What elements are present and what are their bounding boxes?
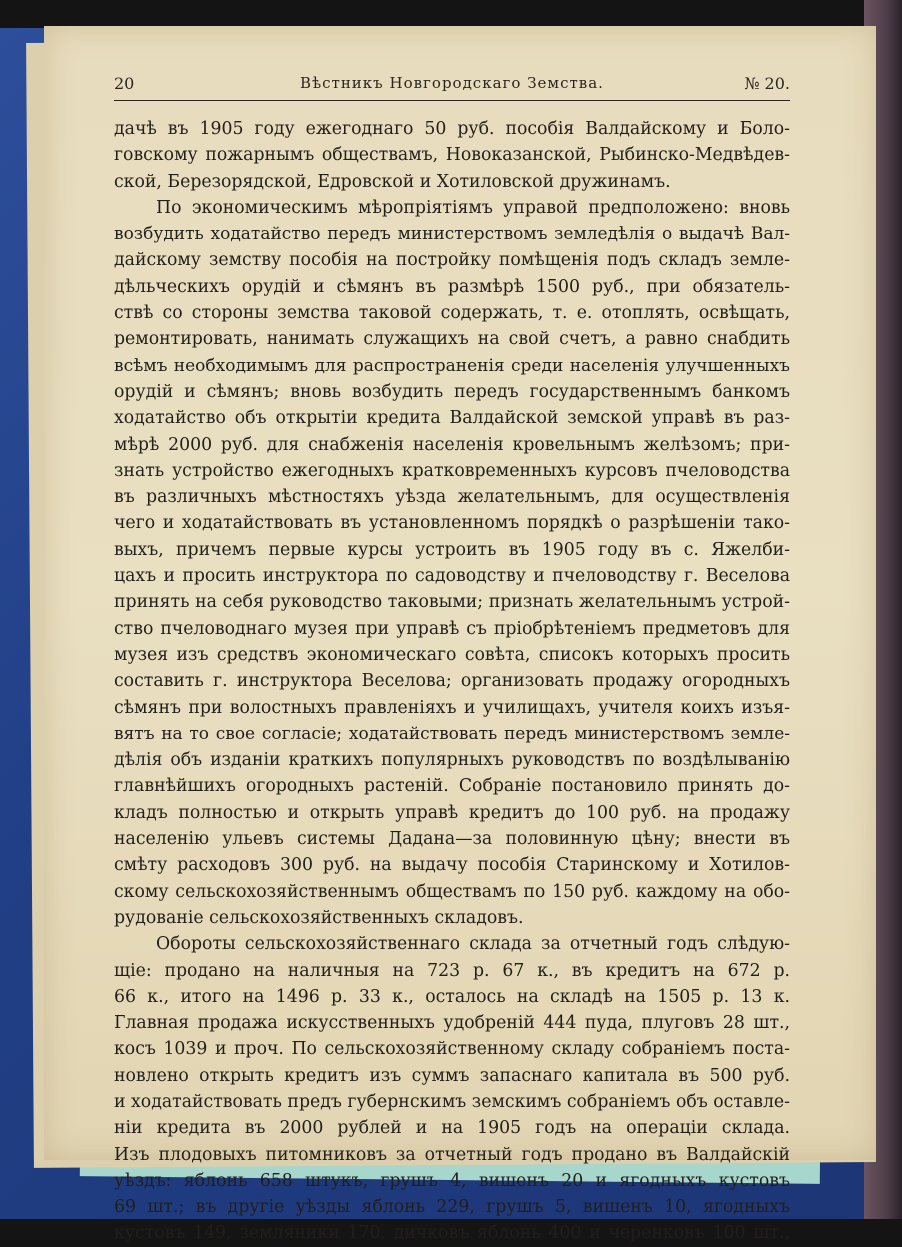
text-line: орудій и сѣмянъ; вновь возбудить передъ государственнымъ банкомъ <box>114 381 790 402</box>
text-line: возбудить ходатайство передъ министерствомъ земледѣлія о выдачѣ Вал- <box>114 224 790 245</box>
body-text <box>114 116 790 1247</box>
text-line: музея изъ средствъ экономическаго совѣта, списокъ которыхъ просить <box>114 644 790 665</box>
text-line: ніи кредита въ 2000 рублей и на 1905 годъ на операціи склада. <box>114 1118 790 1139</box>
text-line: Обороты сельскохозяйственнаго склада за отчетный годъ слѣдую- <box>156 934 790 955</box>
text-line: и ходатайствовать предъ губернскимъ земскимъ собраніемъ объ оставле- <box>114 1091 790 1112</box>
text-line: ствѣ со стороны земства таковой содержать, т. е. отоплять, освѣщать, <box>114 303 790 324</box>
issue-number: № 20. <box>744 74 790 93</box>
text-line: Главная продажа искусственныхъ удобреній 444 пуда, плуговъ 28 шт., <box>114 1013 790 1034</box>
text-line: 66 к., итого на 1496 р. 33 к., осталось на складѣ на 1505 р. 13 к. <box>114 986 790 1007</box>
text-line: щіе: продано на наличныя на 723 р. 67 к., въ кредитъ на 672 р. <box>114 960 790 981</box>
text-line: знать устройство ежегодныхъ кратковременныхъ курсовъ пчеловодства <box>114 460 790 481</box>
text-line: Изъ плодовыхъ питомниковъ за отчетный годъ продано въ Валдайскій <box>114 1144 790 1165</box>
text-line: цахъ и просить инструктора по садоводству и пчеловодству г. Веселова <box>114 566 790 587</box>
text-line: дайскому земству пособія на постройку помѣщенія подъ складъ земле- <box>114 250 790 271</box>
text-line: 69 шт.; въ другіе уѣзды яблонь 229, грушъ 5, вишенъ 10, ягодныхъ <box>114 1197 790 1218</box>
text-line: кустовъ 149, земляники 170, дичковъ яблонь 400 и черенковъ 100 шт., <box>114 1223 790 1244</box>
text-line: выхъ, причемъ первые курсы устроить въ 1905 году въ с. Яжелби- <box>114 539 790 560</box>
text-line: новлено открыть кредитъ изъ суммъ запаснаго капитала въ 500 руб. <box>114 1065 790 1086</box>
text-line: чего и ходатайствовать въ установленномъ порядкѣ о разрѣшеніи тако- <box>114 513 790 534</box>
text-line: ство пчеловоднаго музея при управѣ съ пріобрѣтеніемъ предметовъ для <box>114 618 790 639</box>
text-line: ремонтировать, нанимать служащихъ на свой счетъ, а равно снабдить <box>114 329 790 350</box>
text-line: рудованіе сельскохозяйственныхъ складовъ. <box>114 907 524 928</box>
text-line: населенію ульевъ системы Дадана—за половинную цѣну; внести въ <box>114 829 790 850</box>
text-line: кладъ полностью и открыть управѣ кредитъ до 100 руб. на продажу <box>114 802 790 823</box>
text-line: составить г. инструктора Веселова; организовать продажу огородныхъ <box>114 671 790 692</box>
page-number: 20 <box>114 74 135 93</box>
text-line: ской, Березорядской, Едровской и Хотиловской дружинамъ. <box>114 171 671 192</box>
text-line: ходатайство объ открытіи кредита Валдайской земской управѣ въ раз- <box>114 408 790 429</box>
text-line: вятъ на то свое согласіе; ходатайствовать передъ министерствомъ земле- <box>114 723 790 744</box>
text-line: дачѣ въ 1905 году ежегоднаго 50 руб. пособія Валдайскому и Боло- <box>114 119 790 139</box>
text-line: смѣту расходовъ 300 руб. на выдачу пособія Старинскому и Хотилов- <box>114 855 790 876</box>
text-line: главнѣйшихъ огородныхъ растеній. Собраніе постановило принять до- <box>114 776 790 797</box>
page-header <box>114 70 790 101</box>
text-line: скому сельскохозяйственнымъ обществамъ по 150 руб. каждому на обо- <box>114 881 790 902</box>
text-line: принять на себя руководство таковыми; признать желательнымъ устрой- <box>114 592 790 613</box>
text-line: дѣльческихъ орудій и сѣмянъ въ размѣрѣ 1500 руб., при обязатель- <box>114 276 790 297</box>
text-line: сѣмянъ при волостныхъ правленіяхъ и училищахъ, учителя коихъ изъя- <box>114 697 790 718</box>
running-title: Вѣстникъ Новгородскаго Земства. <box>300 74 604 92</box>
text-line: дѣлія объ изданіи краткихъ популярныхъ руководствъ по воздѣлыванію <box>114 750 790 771</box>
text-line: По экономическимъ мѣропріятіямъ управой предположено: вновь <box>156 197 790 218</box>
text-line: въ различныхъ мѣстностяхъ уѣзда желательнымъ, для осуществленія <box>114 487 790 508</box>
text-line: всѣмъ необходимымъ для распространенія среди населенія улучшенныхъ <box>114 355 790 376</box>
text-line: уѣздъ: яблонь 658 штукъ, грушъ 4, вишенъ 20 и ягодныхъ кустовъ <box>114 1170 790 1191</box>
text-line: косъ 1039 и проч. По сельскохозяйственному складу собраніемъ поста- <box>114 1039 790 1060</box>
text-line: мѣрѣ 2000 руб. для снабженія населенія кровельнымъ желѣзомъ; при- <box>114 434 790 455</box>
text-line: говскому пожарнымъ обществамъ, Новоказанской, Рыбинско-Медвѣдев- <box>114 145 790 166</box>
